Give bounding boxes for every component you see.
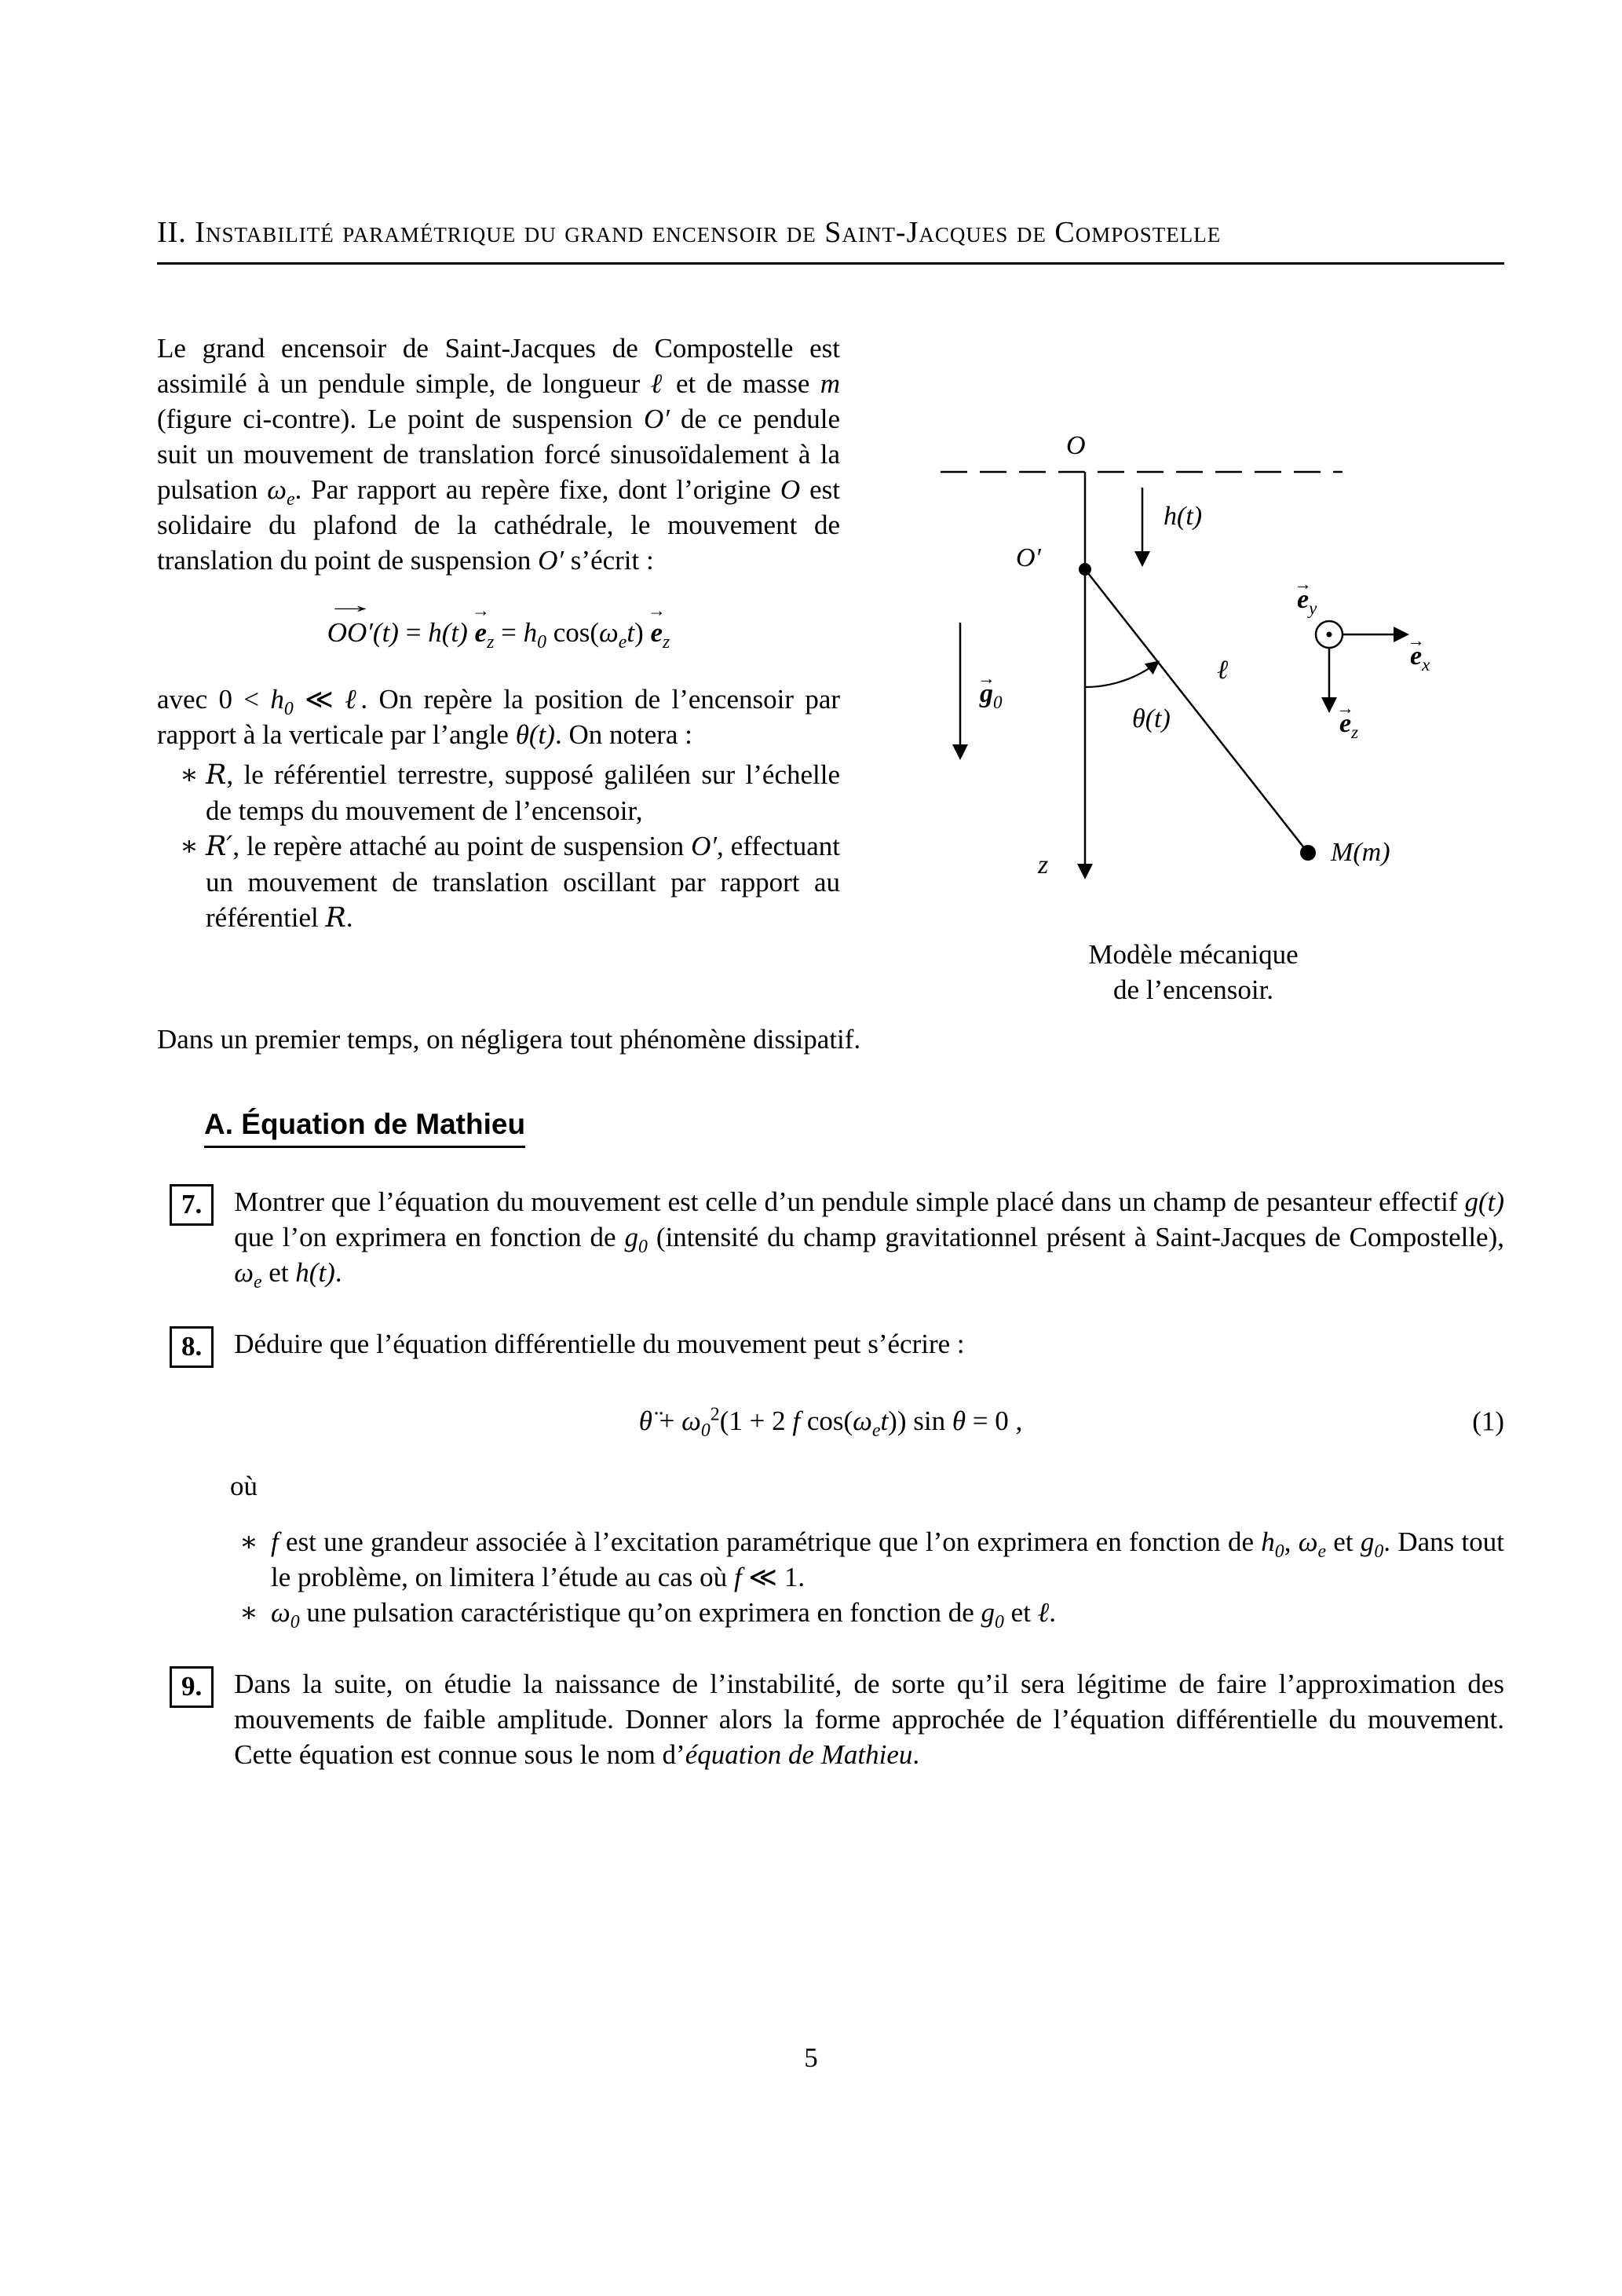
question-7 <box>157 1184 1504 1290</box>
parameter-definitions-list <box>239 1524 1504 1630</box>
intro-paragraph-2: avec $0 < h_0$ ≪ ℓ. On repère la position de l’encensoir par rapport à la verticale par l’angle θ(t). On notera : <box>157 684 841 750</box>
intro-paragraph-1: Le grand encensoir de Saint-Jacques de Compostelle est assimilé à un pendule simple, de longueur ℓ et de masse m (figure ci-contre). Le point de suspension O′ de ce pendule suit un mouvement de translation forcé sinusoïdalement à la pulsation $\omega_e$. Par rapport au repère fixe, dont l’origine O est solidaire du plafond de la cathédrale, le mouvement de translation du point de suspension O′ s’écrit : <box>157 333 841 576</box>
label-ey-vector: $e \to_y$ <box>1297 587 1317 613</box>
notation-list <box>157 757 840 936</box>
page-number: 5 <box>804 2042 818 2073</box>
question-8-number-box: 8. <box>170 1326 214 1368</box>
label-theta: θ(t) <box>1132 704 1171 733</box>
question-8-text: Déduire que l’équation différentielle du mouvement peut s’écrire : <box>234 1329 965 1359</box>
pendulum-figure <box>934 422 1452 893</box>
intro-section <box>157 331 1504 1007</box>
equation-oo-prime: → OO′(t) = h(t) $e \to_z = h_0$ $\cos(\omega_et)$ $e \to_z$ <box>157 612 840 653</box>
figure-column <box>840 331 1504 1007</box>
label-mass-M: M(m) <box>1331 838 1390 867</box>
pendulum-rod <box>1085 569 1308 853</box>
pendulum-mass-dot <box>1300 845 1316 861</box>
asterisk-marker: ∗ <box>239 1526 258 1557</box>
section-header <box>157 214 1504 265</box>
question-8 <box>157 1326 1504 1368</box>
ey-out-of-plane-dot <box>1327 632 1332 638</box>
caption-line-2: de l’encensoir. <box>1112 974 1274 1005</box>
asterisk-marker: ∗ <box>180 759 199 790</box>
question-7-number-box: 7. <box>170 1184 214 1226</box>
question-9-number-box: 9. <box>170 1666 214 1708</box>
subsection-a <box>204 1107 1504 1148</box>
ou-text: où <box>230 1471 258 1501</box>
figure-caption <box>934 937 1452 1007</box>
list-item-repere <box>180 828 840 936</box>
equation-number: (1) <box>1472 1406 1504 1437</box>
dissipation-note: Dans un premier temps, on négligera tout phénomène dissipatif. <box>157 1024 861 1055</box>
list-item-text: $\omega_0$ une pulsation caractéristique qu’on exprimera en fonction de $g_0$ et ℓ. <box>271 1597 1056 1632</box>
pendulum-diagram <box>934 422 1452 893</box>
question-7-text: Montrer que l’équation du mouvement est celle d’un pendule simple placé dans un champ de pesanteur effectif g(t) que l’on exprimera en fonction de $g_0$ (intensité du champ gravitationnel présent à Saint-Jacques de Compostelle), $\omega_e$ et h(t). <box>234 1186 1505 1292</box>
question-9 <box>157 1666 1504 1772</box>
asterisk-marker: ∗ <box>180 831 199 861</box>
mathieu-equation: θ̈ + $\omega_0^2(1 + 2$ f $\cos(\omega_et)$) sin θ = 0 , <box>638 1404 1023 1441</box>
list-item-text: R′, le repère attaché au point de suspension O′, effectuant un mouvement de translation oscillant par rapport au référentiel R. <box>206 831 840 934</box>
label-ex-vector: $e \to_x$ <box>1410 643 1430 670</box>
label-ez-vector: $e \to_z$ <box>1339 711 1358 737</box>
label-g0-vector: $g \to_0$ <box>980 681 1003 707</box>
label-origin-O: O <box>1066 431 1086 460</box>
list-item-text: R, le référentiel terrestre, supposé galiléen sur l’échelle de temps du mouvement de l’encensoir, <box>206 759 840 826</box>
asterisk-marker: ∗ <box>239 1597 258 1628</box>
list-item-referentiel <box>180 757 840 828</box>
label-O-prime: O′ <box>1016 543 1041 572</box>
page-title: II. Instabilité paramétrique du grand encensoir de Saint-Jacques de Compostelle <box>157 216 1222 249</box>
theta-angle-arc <box>1085 662 1158 687</box>
list-item-text: f est une grandeur associée à l’excitation paramétrique que l’on exprimera en fonction de $h_0$, $\omega_e$ et $g_0$. Dans tout le problème, on limitera l’étude au cas où f ≪ 1. <box>271 1526 1504 1592</box>
caption-line-1: Modèle mécanique <box>1088 939 1299 970</box>
label-z-axis: z <box>1038 850 1049 879</box>
subsection-title: A. Équation de Mathieu <box>204 1107 525 1148</box>
question-9-text: Dans la suite, on étudie la naissance de l’instabilité, de sorte qu’il sera légitime de faire l’approximation des mouvements de faible amplitude. Donner alors la forme approchée de l’équation différentielle du mouvement. Cette équation est connue sous le nom d’équation de Mathieu. <box>234 1669 1504 1770</box>
list-item-f <box>239 1524 1504 1595</box>
label-h-of-t: h(t) <box>1164 502 1203 531</box>
list-item-omega0 <box>239 1595 1504 1630</box>
label-length-ell: ℓ <box>1217 656 1229 685</box>
intro-text-column <box>157 331 840 1007</box>
mathieu-equation-row <box>157 1401 1504 1442</box>
